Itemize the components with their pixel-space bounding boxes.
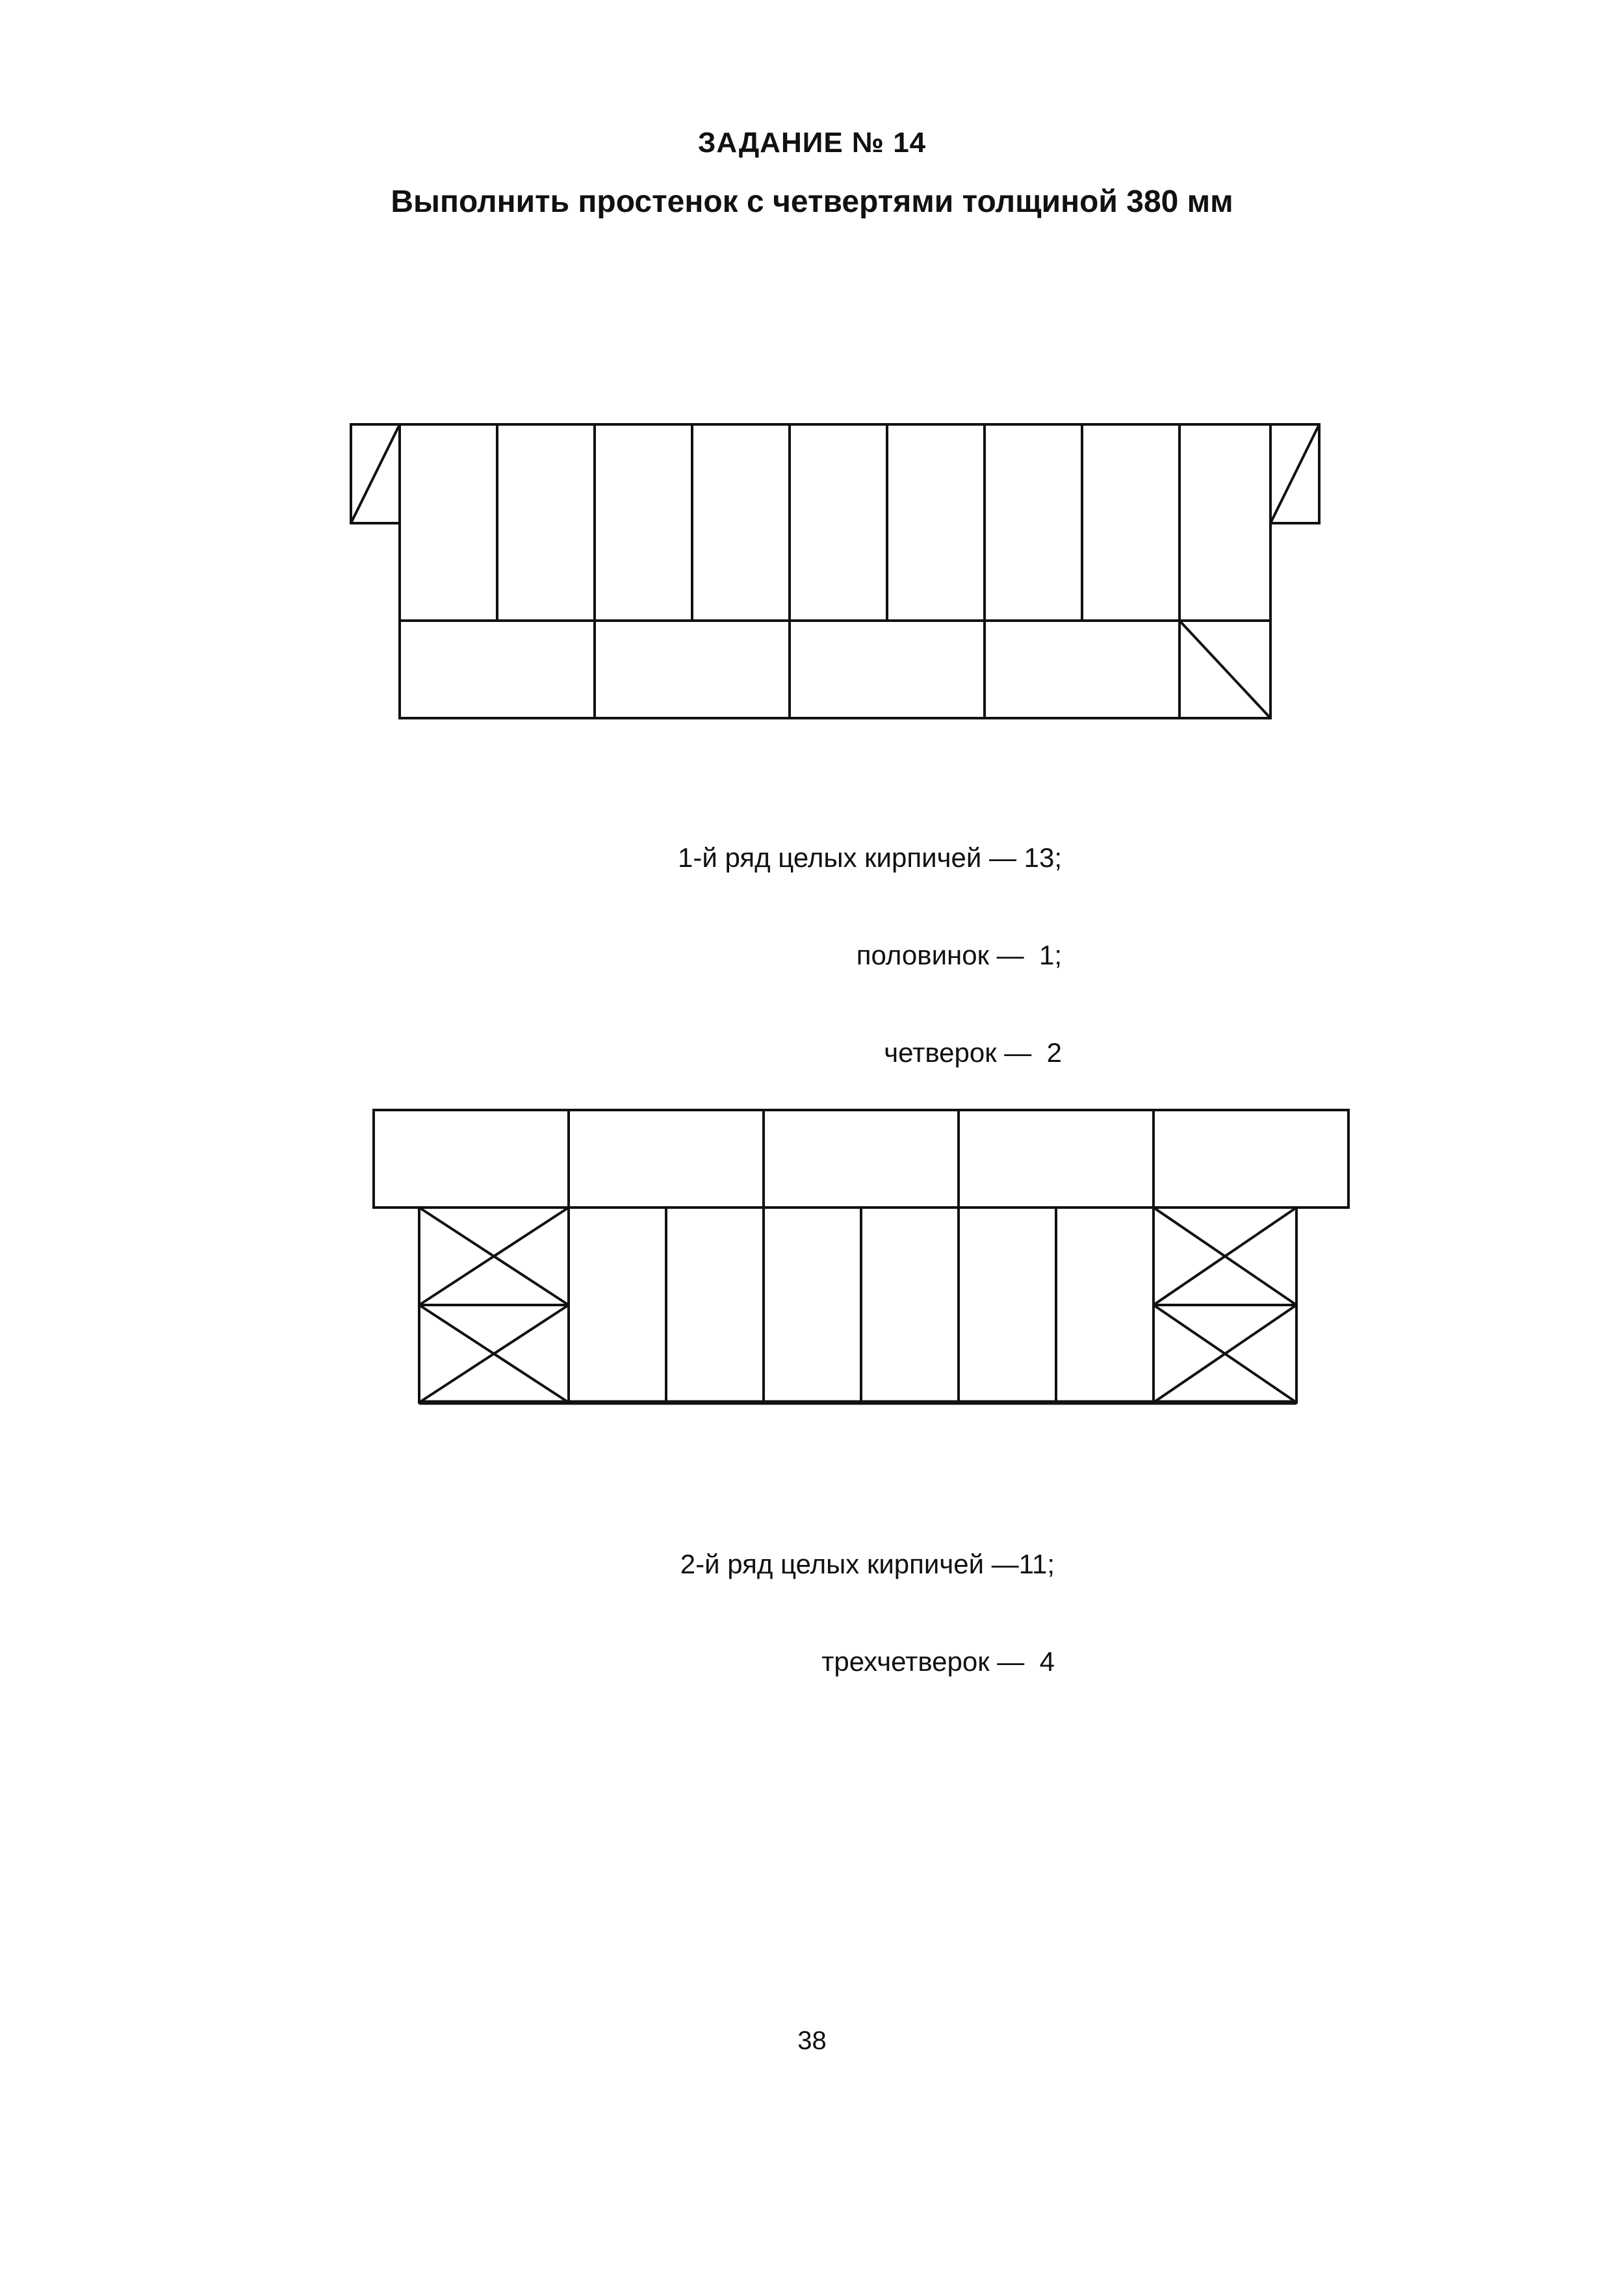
row2-header-brick <box>959 1208 1056 1402</box>
row1-caption-line: 1-й ряд целых кирпичей — 13; <box>677 842 1062 873</box>
row2-caption-line: трехчетверок — 4 <box>821 1646 1055 1677</box>
row2-stretcher-brick <box>374 1110 569 1208</box>
row2-stretcher-brick <box>959 1110 1154 1208</box>
row2-header-brick <box>666 1208 764 1402</box>
row2-stretcher-brick <box>569 1110 764 1208</box>
task-title: Выполнить простенок с четвертями толщиной 380 мм <box>391 185 1233 219</box>
row2-header-brick <box>1056 1208 1154 1402</box>
row2-header-brick <box>861 1208 959 1402</box>
row2-stretcher-brick <box>1154 1110 1348 1208</box>
task-number: ЗАДАНИЕ № 14 <box>697 127 927 159</box>
row1-caption-line: половинок — 1; <box>856 940 1062 970</box>
row2-header-brick <box>764 1208 861 1402</box>
row2-caption <box>680 1483 1055 1711</box>
row2-caption-line: 2-й ряд целых кирпичей —11; <box>680 1549 1055 1579</box>
row2-header-brick <box>569 1208 666 1402</box>
row2-stretcher-brick <box>764 1110 959 1208</box>
row1-caption-line: четверок — 2 <box>884 1037 1062 1068</box>
page-number: 38 <box>797 2026 827 2055</box>
